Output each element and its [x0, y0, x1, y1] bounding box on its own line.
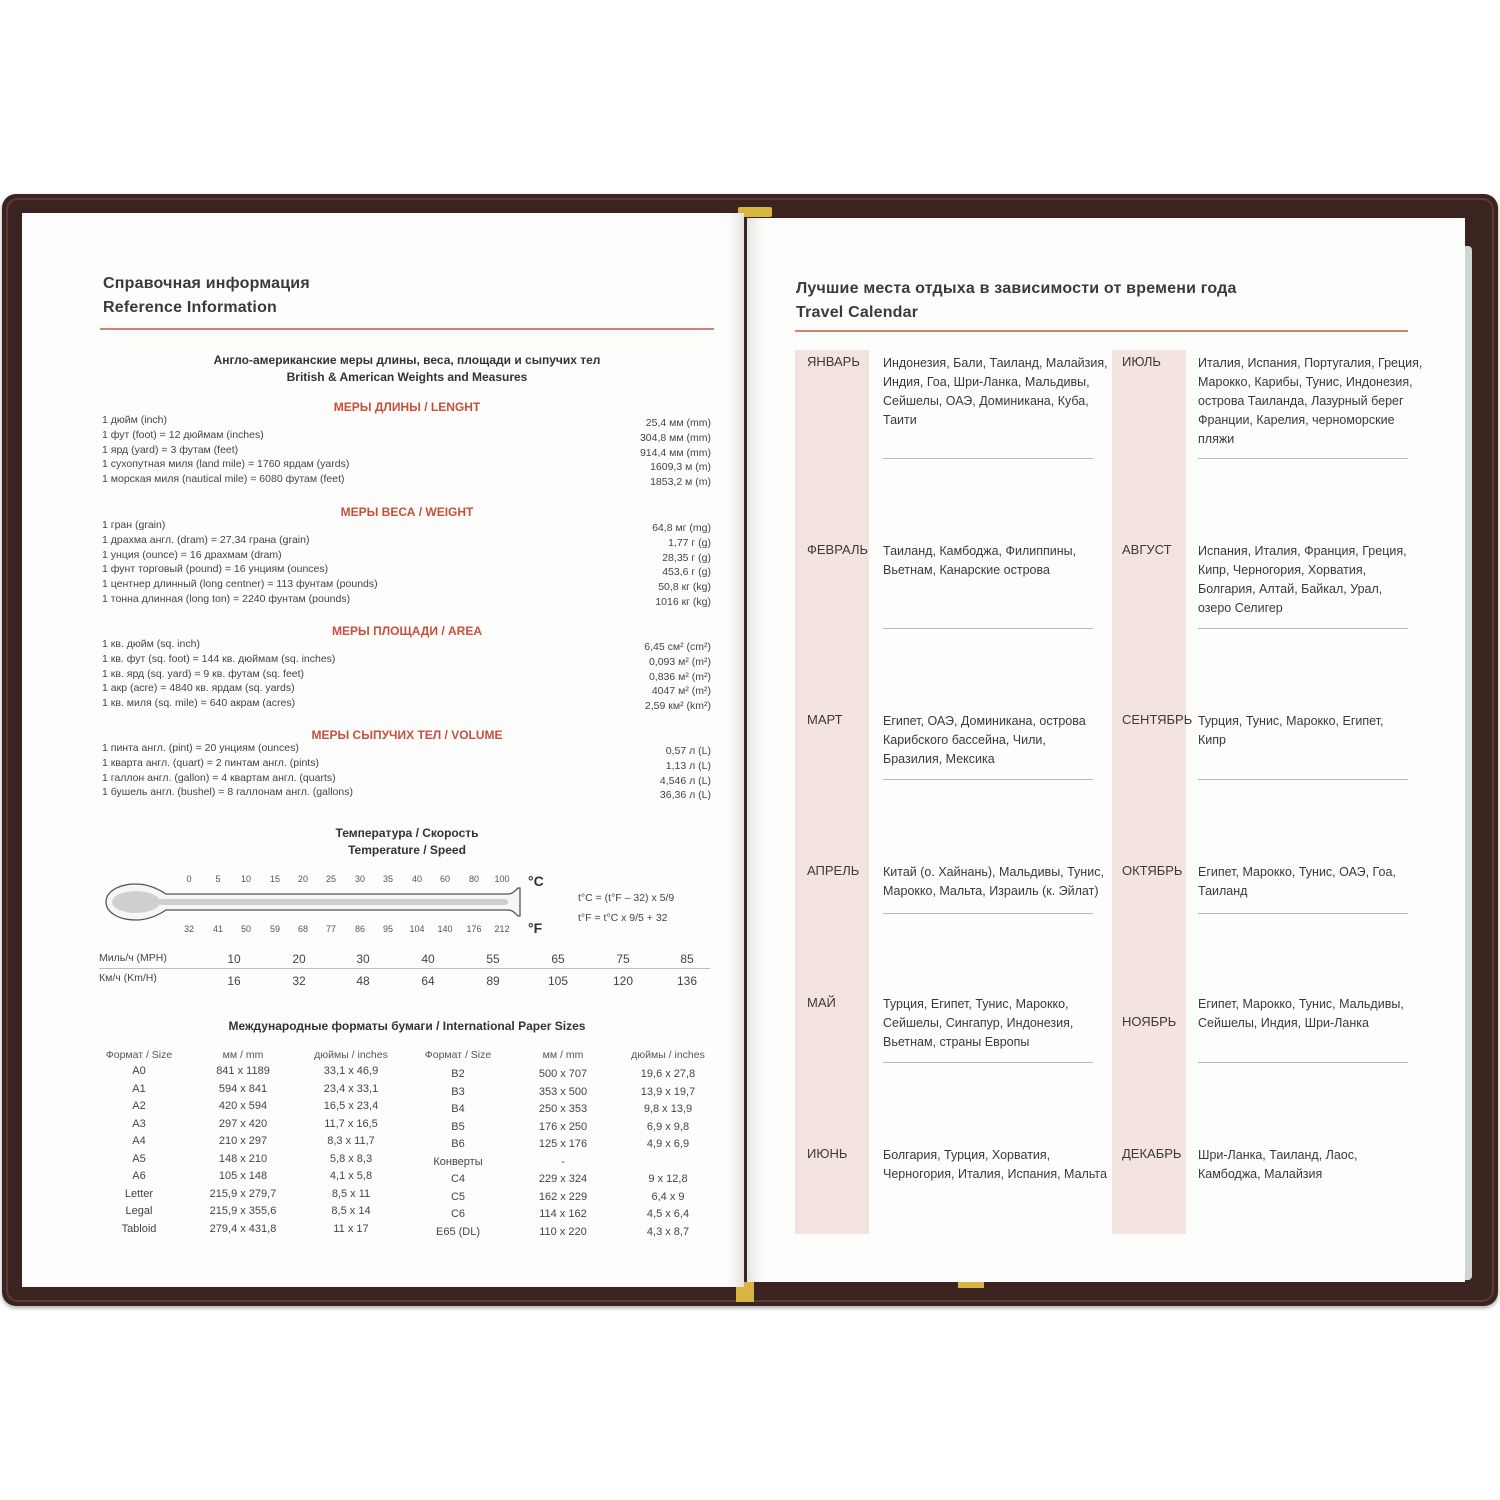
paper-right-cell: B5: [451, 1120, 465, 1133]
speed-kmh-value: 32: [292, 974, 306, 988]
measure-row-value: 304,8 мм (mm): [639, 431, 711, 444]
measure-row-label: 1 акр (acre) = 4840 кв. ярдам (sq. yards): [102, 682, 295, 695]
paper-right-cell: C5: [450, 1190, 466, 1203]
paper-left-cell: 16,5 x 23,4: [323, 1100, 379, 1112]
paper-right-cell: 176 x 250: [538, 1120, 588, 1133]
measure-section-title: МЕРЫ ВЕСА / WEIGHT: [340, 505, 474, 519]
destination-line: Испания, Италия, Франция, Греция,: [1198, 544, 1407, 558]
destination-line: Египет, ОАЭ, Доминикана, острова: [883, 714, 1086, 728]
month-divider: [883, 913, 1093, 914]
right-title-en: Travel Calendar: [796, 304, 919, 321]
destination-line: Бразилия, Мексика: [883, 752, 995, 766]
month-label: ДЕКАБРЬ: [1122, 1146, 1182, 1161]
destination-line: Сейшелы, ОАЭ, Доминикана, Куба,: [883, 394, 1089, 408]
destination-line: Болгария, Алтай, Байкал, Урал,: [1198, 582, 1383, 596]
left-title-en: Reference Information: [103, 299, 278, 316]
right-title-ru: Лучшие места отдыха в зависимости от времени года: [796, 280, 1237, 297]
paper-left-cell: 841 x 1189: [216, 1065, 270, 1077]
speed-mph-value: 30: [356, 952, 370, 966]
measure-row-value: 50,8 кг (kg): [658, 581, 711, 594]
measure-row-value: 1016 кг (kg): [655, 596, 711, 608]
fahrenheit-tick: 59: [269, 924, 280, 934]
temp-title-ru: Температура / Скорость: [335, 826, 479, 840]
paper-table-header: мм / mm: [542, 1049, 584, 1061]
speed-mph-value: 10: [227, 952, 241, 966]
paper-right-cell: 353 x 500: [538, 1085, 588, 1098]
celsius-tick: 0: [186, 874, 192, 884]
month-label: ФЕВРАЛЬ: [807, 542, 869, 557]
destination-line: Турция, Тунис, Марокко, Египет,: [1198, 714, 1384, 728]
speed-divider: [99, 968, 710, 969]
destination-line: Италия, Испания, Португалия, Греция,: [1198, 356, 1423, 370]
measure-row-value: 1,13 л (L): [665, 759, 711, 772]
month-label: ЯНВАРЬ: [807, 354, 860, 369]
measure-row-label: 1 кварта англ. (quart) = 2 пинтам англ. (pints): [102, 756, 319, 769]
destination-line: Вьетнам, Канарские острова: [883, 563, 1050, 577]
measure-row-label: 1 сухопутная миля (land mile) = 1760 ярдам (yards): [102, 458, 350, 471]
paper-left-cell: A2: [132, 1100, 146, 1112]
celsius-tick: 20: [297, 874, 308, 884]
measure-row-value: 1609,3 м (m): [650, 461, 711, 474]
month-label: МАРТ: [807, 712, 843, 727]
measure-row-value: 914,4 мм (mm): [639, 446, 711, 459]
measure-row-label: 1 кв. дюйм (sq. inch): [102, 638, 200, 650]
month-label: СЕНТЯБРЬ: [1122, 712, 1193, 727]
measure-row-label: 1 унция (ounce) = 16 драхмам (dram): [102, 548, 282, 561]
paper-right-cell: 500 x 707: [538, 1068, 588, 1080]
destination-line: Турция, Египет, Тунис, Марокко,: [883, 997, 1069, 1011]
destination-line: озеро Селигер: [1198, 601, 1283, 615]
measure-row-value: 0,57 л (L): [665, 745, 711, 757]
measure-row-value: 1,77 г (g): [668, 536, 711, 549]
destination-line: Сейшелы, Сингапур, Индонезия,: [883, 1016, 1074, 1030]
paper-left-cell: Tabloid: [121, 1222, 157, 1235]
destination-line: Камбоджа, Малайзия: [1198, 1167, 1323, 1181]
measure-row-value: 0,093 м² (m²): [648, 655, 711, 668]
celsius-tick: 5: [215, 874, 221, 884]
speed-mph-value: 55: [486, 952, 500, 966]
measure-row-label: 1 ярд (yard) = 3 футам (feet): [102, 443, 239, 456]
destination-line: Франции, Карелия, черноморские: [1198, 413, 1395, 427]
measure-section-title: МЕРЫ ДЛИНЫ / LENGHT: [333, 400, 481, 414]
measure-row-label: 1 кв. ярд (sq. yard) = 9 кв. футам (sq. feet): [102, 667, 305, 680]
month-divider: [1198, 913, 1408, 914]
measure-row-label: 1 пинта англ. (pint) = 20 унциям (ounces): [102, 742, 299, 754]
paper-right-cell: 125 x 176: [538, 1138, 588, 1150]
speed-mph-value: 85: [680, 952, 694, 966]
measure-row-label: 1 гран (grain): [102, 519, 166, 531]
measure-row-label: 1 галлон англ. (gallon) = 4 квартам англ. (quarts): [102, 771, 336, 784]
paper-left-cell: A1: [132, 1082, 146, 1095]
paper-right-cell: 9,8 x 13,9: [643, 1103, 693, 1115]
paper-right-cell: E65 (DL): [435, 1225, 481, 1238]
paper-table-header: Формат / Size: [105, 1049, 173, 1061]
destination-line: Таиланд: [1198, 884, 1248, 898]
speed-mph-value: 20: [292, 952, 306, 966]
paper-left-cell: 23,4 x 33,1: [323, 1082, 379, 1095]
paper-left-cell: 594 x 841: [218, 1082, 268, 1095]
measure-section-title: МЕРЫ ПЛОЩАДИ / AREA: [332, 624, 482, 638]
destination-line: Кипр: [1198, 733, 1226, 747]
measure-section-title: МЕРЫ СЫПУЧИХ ТЕЛ / VOLUME: [311, 728, 503, 742]
fahrenheit-tick: 95: [382, 924, 393, 934]
measure-row-label: 1 бушель англ. (bushel) = 8 галлонам англ. (gallons): [102, 786, 353, 799]
month-label: ИЮНЬ: [807, 1146, 848, 1161]
paper-left-cell: Legal: [125, 1205, 153, 1217]
destination-line: Марокко, Карибы, Тунис, Индонезия,: [1198, 375, 1413, 389]
measure-row-value: 36,36 л (L): [659, 789, 711, 802]
measure-row-value: 28,35 г (g): [662, 551, 711, 564]
destination-line: Египет, Марокко, Тунис, ОАЭ, Гоа,: [1198, 865, 1396, 879]
paper-right-cell: 4,3 x 8,7: [646, 1225, 690, 1238]
measures-title-en: British & American Weights and Measures: [286, 370, 528, 384]
destination-line: Шри-Ланка, Таиланд, Лаос,: [1198, 1148, 1358, 1162]
paper-left-cell: 297 x 420: [218, 1117, 268, 1130]
paper-left-cell: 4,1 x 5,8: [329, 1170, 373, 1182]
celsius-tick: 40: [411, 874, 422, 884]
destination-line: Вьетнам, страны Европы: [883, 1035, 1030, 1049]
paper-left-cell: 11,7 x 16,5: [324, 1117, 378, 1130]
paper-right-cell: 13,9 x 19,7: [640, 1085, 696, 1098]
paper-right-cell: 4,5 x 6,4: [646, 1208, 690, 1220]
measure-row-label: 1 фут (foot) = 12 дюймам (inches): [102, 428, 264, 441]
month-label: ОКТЯБРЬ: [1122, 863, 1183, 878]
speed-mph-value: 40: [421, 952, 435, 966]
fahrenheit-tick: 86: [354, 924, 365, 934]
paper-left-cell: 105 x 148: [218, 1170, 268, 1182]
destination-line: Индонезия, Бали, Таиланд, Малайзия,: [883, 356, 1108, 370]
fahrenheit-tick: 212: [494, 924, 510, 934]
celsius-tick: 80: [468, 874, 479, 884]
measure-row-label: 1 тонна длинная (long ton) = 2240 фунтам (pounds): [102, 593, 351, 605]
speed-mph-label: Миль/ч (MPH): [99, 952, 167, 964]
fahrenheit-tick: 41: [212, 924, 223, 934]
paper-left-cell: 11 x 17: [333, 1222, 369, 1235]
paper-left-cell: 33,1 x 46,9: [323, 1065, 379, 1077]
paper-right-cell: 162 x 229: [538, 1190, 588, 1203]
speed-kmh-value: 136: [676, 974, 698, 988]
measure-row-label: 1 фунт торговый (pound) = 16 унциям (ounces): [102, 563, 329, 576]
fahrenheit-tick: 50: [240, 924, 251, 934]
paper-right-cell: C6: [450, 1208, 466, 1220]
fahrenheit-tick: 32: [183, 924, 194, 934]
paper-right-cell: 9 x 12,8: [648, 1173, 688, 1185]
speed-kmh-value: 105: [547, 974, 569, 988]
celsius-tick: 25: [325, 874, 336, 884]
destination-line: Египет, Марокко, Тунис, Мальдивы,: [1198, 997, 1404, 1011]
speed-kmh-value: 89: [486, 974, 500, 988]
measure-row-value: 0,836 м² (m²): [648, 670, 711, 683]
paper-right-cell: 250 x 353: [538, 1103, 588, 1115]
paper-left-cell: A3: [132, 1117, 146, 1130]
speed-mph-value: 75: [616, 952, 630, 966]
paper-left-cell: 215,9 x 279,7: [209, 1187, 277, 1200]
measure-row-label: 1 кв. миля (sq. mile) = 640 акрам (acres): [102, 697, 296, 710]
paper-left-cell: Letter: [124, 1187, 154, 1200]
fahrenheit-unit: °F: [528, 920, 543, 936]
paper-right-cell: C4: [450, 1173, 466, 1185]
paper-left-cell: 8,5 x 14: [331, 1205, 371, 1217]
celsius-unit: °C: [528, 873, 544, 889]
paper-left-cell: 8,3 x 11,7: [327, 1135, 375, 1147]
month-label: ИЮЛЬ: [1122, 354, 1161, 369]
celsius-tick: 100: [494, 874, 510, 884]
month-label: МАЙ: [807, 995, 836, 1010]
paper-right-cell: B3: [451, 1085, 465, 1098]
paper-right-cell: B2: [451, 1068, 465, 1080]
paper-right-cell: 114 x 162: [539, 1208, 587, 1220]
destination-line: Черногория, Италия, Испания, Мальта: [883, 1167, 1107, 1181]
destination-line: пляжи: [1198, 432, 1235, 446]
destination-line: Таити: [883, 413, 917, 427]
paper-left-cell: A4: [132, 1135, 146, 1147]
paper-table-header: дюймы / inches: [631, 1049, 705, 1061]
speed-kmh-value: 120: [612, 974, 634, 988]
measure-row-label: 1 драхма англ. (dram) = 27,34 грана (grain): [102, 533, 310, 546]
paper-right-cell: -: [561, 1155, 565, 1168]
paper-right-cell: 6,9 x 9,8: [646, 1120, 690, 1133]
paper-left-cell: A5: [132, 1152, 146, 1165]
measure-row-label: 1 морская миля (nautical mile) = 6080 футам (feet): [102, 473, 345, 486]
paper-table-header: Формат / Size: [424, 1049, 492, 1061]
measure-row-value: 4047 м² (m²): [651, 685, 711, 698]
measure-row-value: 25,4 мм (mm): [645, 417, 711, 429]
month-band-left: [795, 350, 869, 1234]
month-band-right: [1112, 350, 1186, 1234]
paper-left-cell: 5,8 x 8,3: [329, 1152, 373, 1165]
right-title-rule: [795, 330, 1408, 332]
thermometer-body: [106, 884, 520, 920]
celsius-tick: 15: [269, 874, 280, 884]
paper-left-cell: 210 x 297: [218, 1135, 268, 1147]
month-divider: [1198, 1062, 1408, 1063]
destination-line: Карибского бассейна, Чили,: [883, 733, 1046, 747]
measures-title-ru: Англо-американские меры длины, веса, площади и сыпучих тел: [213, 353, 601, 367]
paper-left-cell: A0: [132, 1065, 146, 1077]
destination-line: острова Таиланда, Лазурный берег: [1198, 394, 1404, 408]
paper-right-cell: B4: [451, 1103, 465, 1115]
paper-right-cell: Конверты: [433, 1155, 483, 1168]
paper-table-header: дюймы / inches: [314, 1049, 388, 1061]
destination-line: Болгария, Турция, Хорватия,: [883, 1148, 1051, 1162]
measure-row-value: 64,8 мг (mg): [652, 522, 711, 534]
measure-row-value: 1853,2 м (m): [650, 476, 711, 489]
month-divider: [883, 1062, 1093, 1063]
fahrenheit-tick: 140: [437, 924, 453, 934]
speed-kmh-value: 48: [356, 974, 370, 988]
paper-left-cell: A6: [132, 1170, 146, 1182]
formula-fahrenheit: t°F = t°C x 9/5 + 32: [578, 912, 668, 924]
paper-right-cell: 4,9 x 6,9: [646, 1138, 690, 1150]
month-label: НОЯБРЬ: [1122, 1014, 1177, 1029]
paper-left-cell: 215,9 x 355,6: [209, 1205, 277, 1217]
formula-celsius: t°C = (t°F – 32) x 5/9: [578, 892, 675, 904]
speed-kmh-value: 64: [421, 974, 435, 988]
month-divider: [883, 458, 1093, 459]
measure-row-label: 1 кв. фут (sq. foot) = 144 кв. дюймам (sq. inches): [102, 652, 336, 665]
destination-line: Таиланд, Камбоджа, Филиппины,: [883, 544, 1077, 558]
fahrenheit-tick: 68: [297, 924, 308, 934]
month-divider: [1198, 779, 1408, 780]
celsius-tick: 10: [240, 874, 251, 884]
paper-left-cell: 279,4 x 431,8: [209, 1222, 277, 1235]
measure-row-value: 453,6 г (g): [662, 566, 711, 579]
paper-left-cell: 148 x 210: [218, 1152, 268, 1165]
measure-row-value: 2,59 км² (km²): [644, 700, 711, 713]
fahrenheit-tick: 77: [325, 924, 336, 934]
left-title-ru: Справочная информация: [103, 275, 310, 292]
fahrenheit-tick: 104: [409, 924, 425, 934]
destination-line: Индия, Гоа, Шри-Ланка, Мальдивы,: [883, 375, 1090, 389]
paper-right-cell: 110 x 220: [539, 1225, 587, 1238]
temp-title-en: Temperature / Speed: [348, 843, 466, 857]
left-title-rule: [100, 328, 714, 330]
bookmark-ribbon-bottom-2: [958, 1282, 984, 1288]
measure-row-label: 1 дюйм (inch): [102, 414, 168, 426]
month-label: АВГУСТ: [1122, 542, 1172, 557]
measure-row-value: 4,546 л (L): [659, 774, 711, 787]
fahrenheit-tick: 176: [466, 924, 482, 934]
paper-title: Международные форматы бумаги / International Paper Sizes: [228, 1019, 586, 1033]
destination-line: Сейшелы, Индия, Шри-Ланка: [1198, 1016, 1369, 1030]
speed-mph-value: 65: [551, 952, 565, 966]
celsius-tick: 30: [354, 874, 365, 884]
paper-right-cell: 229 x 324: [538, 1173, 588, 1185]
paper-right-cell: 6,4 x 9: [651, 1190, 685, 1203]
celsius-tick: 35: [382, 874, 393, 884]
speed-kmh-value: 16: [227, 974, 241, 988]
month-label: АПРЕЛЬ: [807, 863, 860, 878]
destination-line: Марокко, Мальта, Израиль (к. Эйлат): [883, 884, 1099, 898]
month-divider: [1198, 628, 1408, 629]
paper-left-cell: 420 x 594: [218, 1100, 268, 1112]
paper-right-cell: B6: [451, 1138, 465, 1150]
paper-right-cell: 19,6 x 27,8: [640, 1068, 696, 1080]
month-divider: [883, 628, 1093, 629]
measure-row-label: 1 центнер длинный (long centner) = 113 фунтам (pounds): [102, 578, 378, 591]
destination-line: Кипр, Черногория, Хорватия,: [1198, 563, 1367, 577]
measure-row-value: 6,45 см² (cm²): [644, 641, 711, 653]
destination-line: Китай (о. Хайнань), Мальдивы, Тунис,: [883, 865, 1104, 879]
speed-kmh-label: Км/ч (Km/H): [99, 972, 157, 984]
month-divider: [883, 779, 1093, 780]
paper-left-cell: 8,5 x 11: [331, 1187, 371, 1200]
month-divider: [1198, 458, 1408, 459]
celsius-tick: 60: [439, 874, 450, 884]
paper-table-header: мм / mm: [222, 1049, 264, 1061]
